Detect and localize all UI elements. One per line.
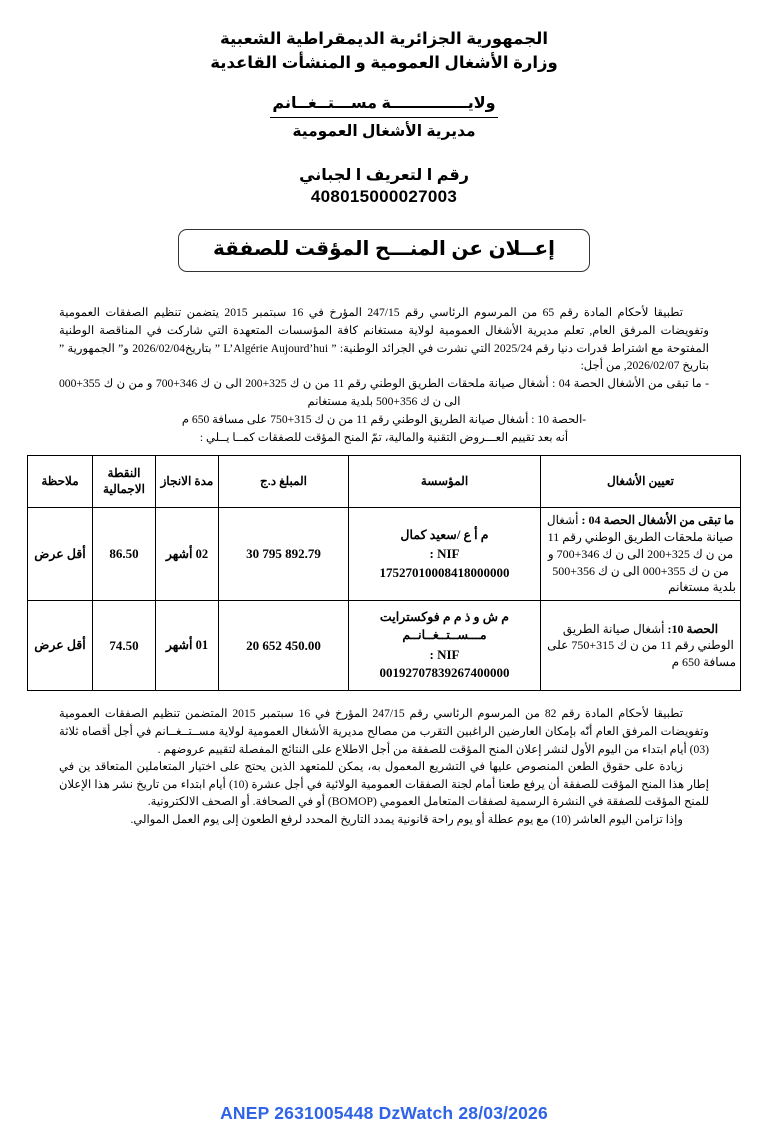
wilaya-name: ولايــــــــــــــة مســـتــغــانم	[270, 93, 497, 118]
outro-paragraph-1: تطبيقا لأحكام المادة رقم 82 من المرسوم الرئاسي رقم 247/15 المؤرخ في 16 سبتمبر 2015 المتضمن تنظيم الصفقات العمومية وتفويضات المرفق العام أنّه بإمكان العارضين الراغبين التقرب من مصالح مديرية الأشغال العمومية لولاية مســتــغــانم في أجل أقصاه ثلاثة (03) أيام ابتداء من اليوم الأول لنشر إعلان المنح المؤقت للصفقة من أجل الاطلاع على النتائج المفصلة لتقييم عروضهم .	[59, 707, 709, 756]
cell-observation	[28, 508, 93, 601]
duration-value: 02 أشهر	[165, 546, 209, 561]
amount-value: 30 795 892.79	[246, 546, 321, 562]
table-row	[28, 601, 741, 691]
intro-paragraph-1: تطبيقا لأحكام المادة رقم 65 من المرسوم الرئاسي رقم 247/15 المؤرخ في 16 سبتمبر 2015 يتضمن تنظيم الصفقات العمومية وتفويضات المرفق العام, تعلم مديرية الأشغال العمومية لولاية مستغانم كافة المؤسسات المتعهدة التي شاركت في المناقصة الوطنية المفتوحة مع اشتراط قدرات دنيا رقم 2025/24 التي نشرت في الجرائد الوطنية: ” L’Algérie Aujourd’hui ” بتاريخ2026/02/04 و” الجمهورية ” بتاريخ 2026/02/07, من أجل:	[59, 306, 709, 373]
page-title: إعــلان عن المنـــح المؤقت للصفقة	[212, 238, 556, 261]
cell-duration	[156, 508, 219, 601]
firm-name: م أ ع /سعيد كمال	[400, 527, 489, 542]
cell-works	[541, 508, 741, 601]
wilaya-block	[0, 93, 768, 143]
firm-name: م ش و ذ م م فوكسترايت مـــســتــغــانــم	[379, 610, 510, 643]
intro-lead-in: أنه بعد تقييم العـــروض التقنية والمالية، تمّ المنح المؤقت للصفقات كمــا يــلي :	[199, 430, 569, 444]
column-header-firm: المؤسسة	[349, 456, 541, 508]
works-lot-label: الحصة 10:	[667, 621, 719, 636]
works-description: أشغال صيانة الطريق الوطني رقم 11 من ن ك 315+750 على مسافة 650 م	[547, 621, 736, 670]
column-header-duration: مدة الانجاز	[156, 456, 219, 508]
intro-section	[59, 304, 709, 446]
firm-nif-label: NIF :	[429, 646, 460, 662]
column-header-score: النقطة الاجمالية	[93, 456, 156, 508]
cell-amount	[219, 601, 349, 691]
cell-score	[93, 508, 156, 601]
score-value: 74.50	[109, 637, 139, 653]
observation-value: أقل عرض	[34, 546, 86, 561]
column-header-amount: المبلغ د.ج	[219, 456, 349, 508]
announcement-title-wrap	[0, 229, 768, 272]
outro-section	[59, 705, 709, 828]
anep-reference: ANEP 2631005448 DzWatch 28/03/2026	[220, 1103, 548, 1123]
amount-value: 20 652 450.00	[246, 637, 321, 653]
cell-amount	[219, 508, 349, 601]
firm-nif-label: NIF :	[429, 546, 460, 562]
document-footer	[0, 1103, 768, 1124]
intro-lot-item-1: - ما تبقى من الأشغال الحصة 04 : أشغال صيانة ملحقات الطريق الوطني رقم 11 من ن ك 325+200 الى ن ك 346+700 و من ن ك 355+000 الى ن ك 356+500 بلدية مستغانم	[59, 376, 710, 408]
firm-nif-value: 17527010008418000000	[379, 564, 510, 580]
intro-lot-item-2: -الحصة 10 : أشغال صيانة الطريق الوطني رقم 11 من ن ك 315+750 على مسافة 650 م	[181, 412, 587, 426]
document-header	[0, 0, 768, 76]
cell-firm	[349, 508, 541, 601]
cell-duration	[156, 601, 219, 691]
cell-score	[93, 601, 156, 691]
column-header-observation: ملاحظة	[28, 456, 93, 508]
works-lot-label: ما تبقى من الأشغال الحصة 04 :	[581, 513, 735, 528]
fiscal-id-label: رقم ا لتعريف ا لجباني	[299, 166, 469, 184]
fiscal-id-value: 408015000027003	[310, 187, 458, 207]
announcement-title-box	[178, 229, 590, 272]
works-description: أشغال صيانة ملحقات الطريق الوطني رقم 11 من ن ك 325+200 الى ن ك 346+700 و من ن ك 355+000 الى ن ك 356+500 بلدية مستغانم	[546, 513, 736, 595]
duration-value: 01 أشهر	[165, 638, 209, 653]
column-header-works: تعيين الأشغال	[541, 456, 741, 508]
table-row	[28, 508, 741, 601]
fiscal-id-block	[0, 165, 768, 210]
awards-table-zone	[27, 455, 741, 691]
direction-name: مديرية الأشغال العمومية	[292, 122, 476, 140]
outro-paragraph-2: زيادة على حقوق الطعن المنصوص عليها في التشريع المعمول به، يمكن للمتعهد الذين يحتج على اختيار المتعاملين المتعاقد ين في إطار هذا المنح المؤقت للصفقة أن يرفع طعنا أمام لجنة الصفقات العمومية الولائية في أجل عشرة (10) أيام ابتداء من تاريخ نشر هذا الإعلان للمنح المؤقت للصفقة في النشرة الرسمية لصفقات المتعامل العمومي (BOMOP) أو في الصحافة. أو الصحف الالكترونية.	[59, 760, 710, 809]
outro-paragraph-3: وإذا تزامن اليوم العاشر (10) مع يوم عطلة أو يوم راحة قانونية يمدد التاريخ المحدد لرفع الطعون إلى يوم العمل الموالي.	[130, 812, 683, 826]
firm-nif-value: 00192707839267400000	[379, 664, 510, 680]
table-header-row	[28, 456, 741, 508]
cell-works	[541, 601, 741, 691]
country-line: الجمهورية الجزائرية الديمقراطية الشعبية	[220, 30, 548, 48]
cell-observation	[28, 601, 93, 691]
observation-value: أقل عرض	[34, 638, 86, 653]
awards-table	[27, 455, 741, 691]
ministry-line: وزارة الأشغال العمومية و المنشأت القاعدية	[210, 54, 558, 73]
score-value: 86.50	[109, 546, 139, 562]
cell-firm	[349, 601, 541, 691]
